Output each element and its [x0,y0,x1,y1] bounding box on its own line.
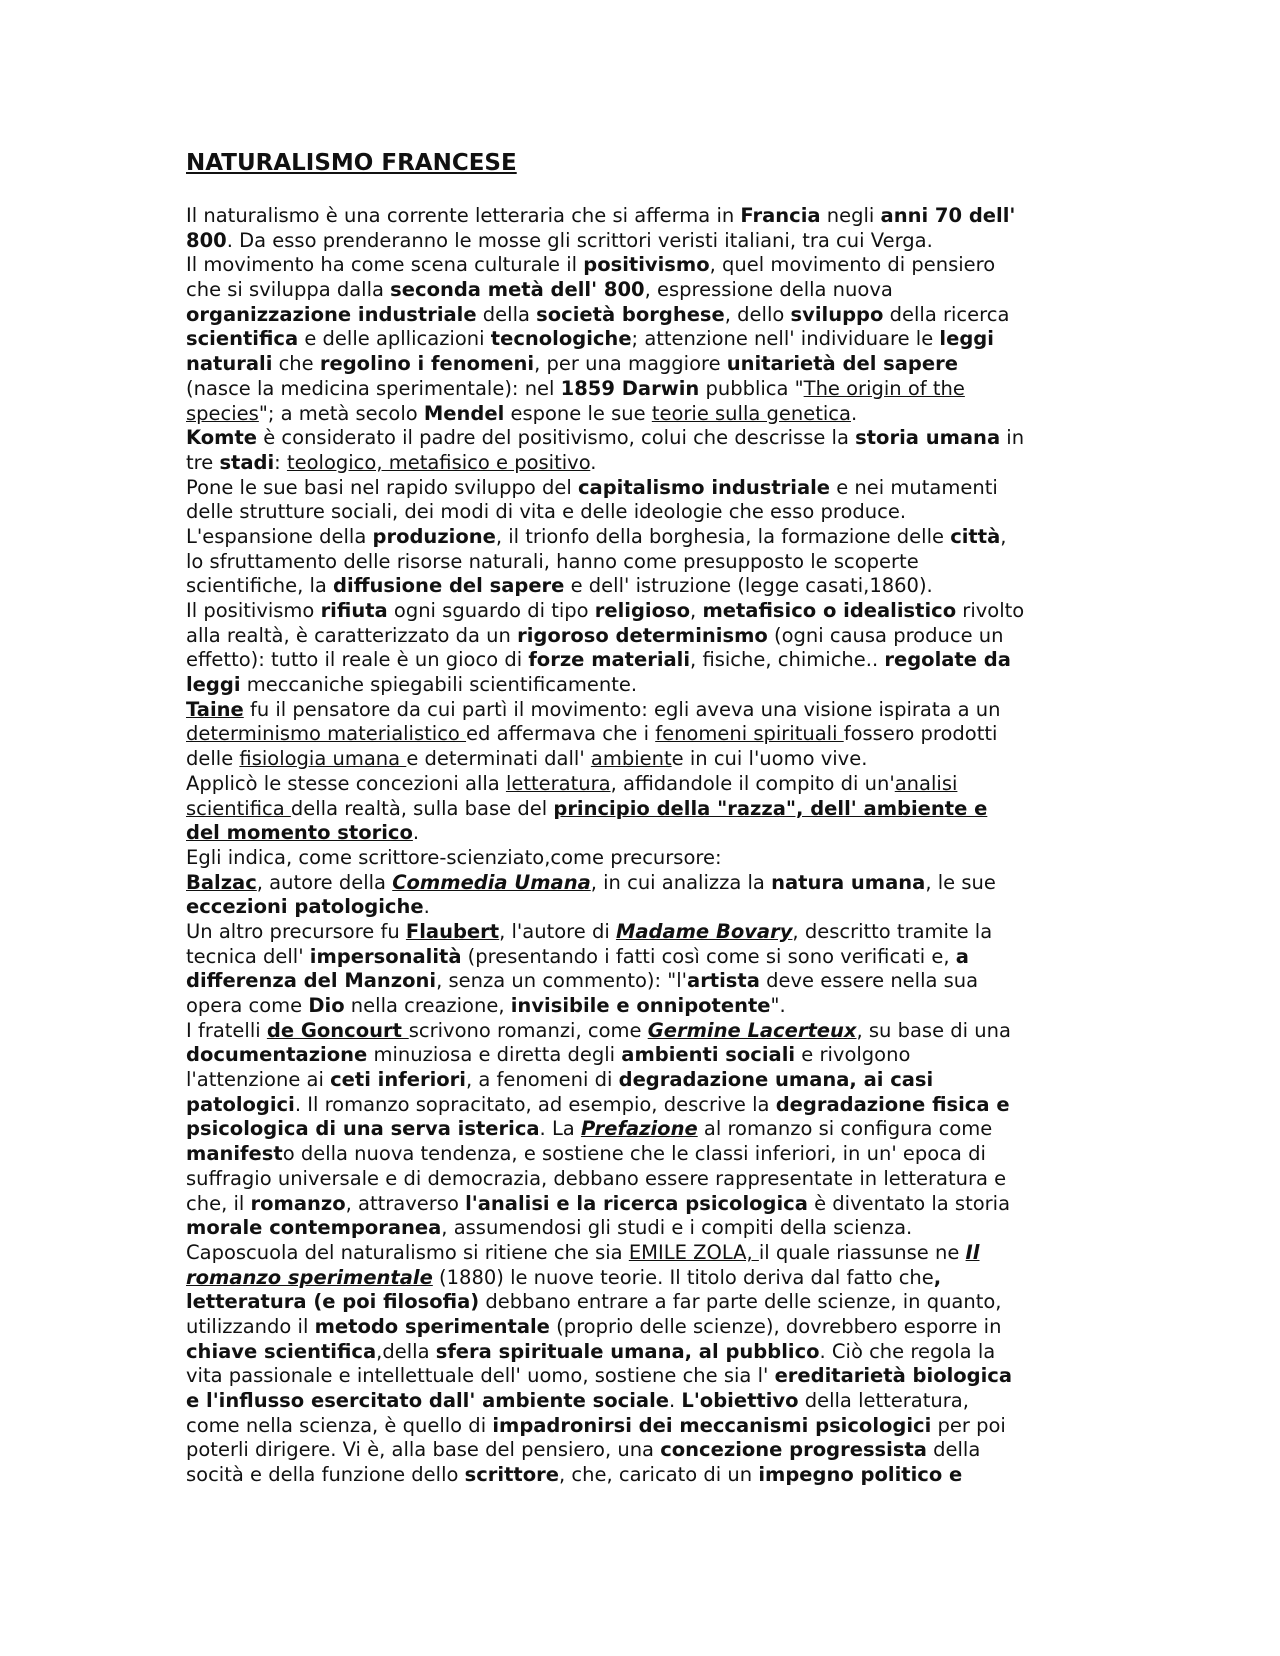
text-run: città [950,524,1001,548]
text-run: analisi [894,771,958,795]
text-run: concezione progressista [660,1438,927,1462]
text-line [186,1142,1106,1167]
text-line [186,1068,1106,1093]
text-run: , [690,599,703,622]
text-run: principio della "razza", dell' ambiente e [553,796,988,820]
text-run: alla realtà, è caratterizzato da un [186,623,518,647]
text-run: Applicò le stesse concezioni alla [186,771,506,795]
text-run: opera come [186,994,309,1017]
text-line [186,1043,1106,1068]
text-run: (presentando i fatti così come si sono verificati e, [461,944,956,968]
text-run: leggi [186,673,241,697]
text-run: organizzazione industriale [186,302,477,326]
text-run: delle [186,747,240,771]
text-run: della [476,302,537,326]
text-line [186,352,1106,377]
text-run: : [274,450,287,474]
text-run: negli [820,204,881,227]
text-run: produzione [372,524,496,548]
text-run: metodo sperimentale [314,1314,550,1338]
text-run: per poi [931,1413,1006,1437]
text-run: impadronirsi dei meccanismi psicologici [492,1413,932,1437]
text-run: regolino i fenomeni [319,352,535,376]
text-line [186,402,1106,427]
text-run: , le sue [925,870,996,894]
text-run: del momento storico [186,821,413,845]
text-run: natura umana [771,870,926,894]
text-run: differenza del Manzoni [186,969,437,993]
text-line [186,797,1106,822]
text-run: Il [965,1240,980,1264]
text-run: l'analisi e la ricerca psicologica [465,1191,808,1215]
text-run: rivolto [956,599,1025,622]
text-line [186,1389,1106,1414]
text-run: , in cui analizza la [590,870,772,894]
text-run: anni 70 dell' [880,204,1016,227]
text-run: (proprio delle scienze), dovrebbero esporre in [549,1314,1002,1338]
text-run: I fratelli [186,1018,267,1042]
text-run: unitarietà del sapere [726,352,958,376]
text-line [186,772,1106,797]
text-run: degradazione umana, ai casi [618,1068,934,1092]
text-run: al romanzo si configura come [697,1117,993,1141]
text-run: (1880) le nuove teorie. Il titolo deriva dal fatto che [432,1265,934,1289]
text-run: EMILE ZOLA, [628,1240,759,1264]
text-run: manifest [186,1142,283,1166]
text-run: Taine [186,697,244,721]
text-run: . [412,821,420,845]
text-run: , a fenomeni di [465,1068,619,1092]
text-run: sfera spirituale umana, al pubblico [435,1339,820,1363]
text-line [186,1364,1106,1389]
text-run: tre [186,450,220,474]
text-run: società borghese [536,302,725,326]
text-run: ed affermava che i [466,722,656,746]
text-run: The origin of the [803,376,965,400]
text-run: tecnologiche [490,327,632,351]
text-run: nella creazione, [344,994,511,1017]
text-line [186,920,1106,945]
text-line [186,722,1106,747]
text-line [186,1414,1106,1439]
text-run: è considerato il padre del positivismo, colui che descrisse la [257,426,856,450]
text-run: , l'autore di [499,919,616,943]
text-run: ; attenzione nell' individuare le [631,327,940,351]
text-line [186,1463,1106,1488]
text-run: Pone le sue basi nel rapido sviluppo del [186,475,578,499]
text-run: e rivolgono [795,1043,911,1067]
text-run: seconda metà dell' 800 [390,278,645,302]
text-run: . [423,895,430,919]
text-run: , il trionfo della borghesia, la formazione delle [495,524,951,548]
text-line [186,846,1106,871]
text-run: diffusione del sapere [333,574,565,598]
text-run: Francia [740,204,821,227]
text-run: Caposcuola del naturalismo si ritiene che sia [186,1240,629,1264]
text-line [186,525,1106,550]
text-run: 800 [186,228,227,252]
text-run: Commedia Umana [392,870,591,894]
text-run: , per una maggiore [534,352,727,376]
text-run: vita passionale e intellettuale dell' uomo, sostiene che sia l' [186,1364,775,1388]
text-line [186,648,1106,673]
text-run: , descritto tramite la [792,919,993,943]
text-run: teologico, metafisico e positivo [286,450,591,474]
text-run: Prefazione [580,1117,698,1141]
text-run: naturali [186,352,273,376]
text-line [186,1340,1106,1365]
text-run: Dio [308,994,345,1017]
text-run: impersonalità [309,944,462,968]
text-line [186,451,1106,476]
text-line [186,1438,1106,1463]
text-run: L'espansione della [186,524,373,548]
text-run: o della nuova tendenza, e sostiene che le classi inferiori, in un' epoca di [282,1142,986,1166]
text-run: sviluppo [790,302,884,326]
text-run: letteratura (e poi filosofia) [186,1290,480,1314]
text-run: . [669,1389,682,1412]
text-run: storia umana [855,426,1001,450]
text-run: rifiuta [320,599,388,622]
text-run: artista [687,969,760,993]
text-run: leggi [939,327,994,351]
text-line [186,1216,1106,1241]
text-run: della letteratura, [798,1389,969,1412]
text-run: determinismo materialistico [186,722,467,746]
text-run: Il naturalismo è una corrente letteraria che si afferma in [186,204,741,227]
text-run: . Da esso prenderanno le mosse gli scrittori veristi italiani, tra cui Verga. [226,228,933,252]
text-run: fossero prodotti [843,722,998,746]
text-run: . [850,401,858,425]
text-line [186,895,1106,920]
text-run: 1859 Darwin [560,376,700,400]
text-run: poterli dirigere. Vi è, alla base del pensiero, una [186,1438,661,1462]
text-line [186,599,1106,624]
text-line [186,476,1106,501]
text-run: , autore della [256,870,393,894]
text-run: , che, caricato di un [559,1463,759,1487]
text-line [186,1241,1106,1266]
text-run: effetto): tutto il reale è un gioco di [186,648,529,672]
text-line [186,1167,1106,1192]
text-line [186,994,1106,1019]
text-line [186,1192,1106,1217]
text-run: patologici [186,1092,295,1116]
text-run: Flaubert [405,919,500,943]
text-run: meccaniche spiegabili scientificamente. [240,673,638,697]
text-line [186,303,1106,328]
text-line [186,747,1106,772]
text-run: lo sfruttamento delle risorse naturali, hanno come presupposto le scoperte [186,549,919,573]
text-run: delle strutture sociali, dei modi di vita e delle ideologie che esso produce. [186,500,907,524]
text-run: utilizzando il [186,1314,315,1338]
text-run: ogni sguardo di tipo [387,599,595,622]
text-run: , [1000,524,1007,548]
text-run: debbano entrare a far parte delle scienze, in quanto, [479,1290,1002,1314]
text-run: rigoroso determinismo [517,623,768,647]
text-line [186,377,1106,402]
text-line [186,945,1106,970]
text-run: de Goncourt [266,1018,409,1042]
text-run: romanzo [250,1191,346,1215]
text-run: scientifiche, la [186,574,334,598]
text-run: fenomeni spirituali [655,722,844,746]
text-run: fisiologia umana [239,747,407,771]
document-page [186,148,1106,1488]
text-run: positivismo [583,253,710,277]
text-run: , senza un commento): "l' [436,969,688,993]
text-run: scrivono romanzi, come [408,1018,648,1042]
text-run: letteratura [505,771,611,795]
text-run: teorie sulla genetica [651,401,851,425]
text-run: documentazione [186,1043,368,1067]
text-run: Komte [186,426,258,450]
text-run: pubblica " [699,376,804,400]
text-run: Un altro precursore fu [186,919,406,943]
text-line [186,253,1106,278]
text-run: forze materiali [528,648,691,672]
text-run: Egli indica, come scrittore-scienziato,come precursore: [186,845,722,869]
text-run: , espressione della nuova [644,278,893,302]
text-line [186,1290,1106,1315]
text-line [186,1093,1106,1118]
text-run: , fisiche, chimiche.. [690,648,885,672]
text-run: psicologica di una serva isterica [186,1117,540,1141]
text-run: , [933,1265,942,1289]
text-run: è diventato la storia [807,1191,1011,1215]
text-run: Madame Bovary [615,919,793,943]
text-run: e nei mutamenti [830,475,998,499]
text-run: Mendel [423,401,505,425]
text-run: , quel movimento di pensiero [709,253,996,277]
text-run: scientifica [186,796,291,820]
text-run: romanzo sperimentale [186,1265,433,1289]
text-line [186,969,1106,994]
text-run: ceti inferiori [330,1068,466,1092]
document-body [186,204,1106,1488]
text-run: espone le sue [504,401,652,425]
text-run: e dell' istruzione (legge casati,1860). [564,574,933,598]
text-run: "; a metà secolo [258,401,424,425]
text-run: metafisico o idealistico [702,599,957,622]
text-run: . Il romanzo sopracitato, ad esempio, descrive la [294,1092,776,1116]
text-run: in [1000,426,1025,450]
text-run: Il positivismo [186,599,321,622]
text-run: ambienti sociali [621,1043,796,1067]
text-run: ambient [590,747,672,771]
text-run: che si sviluppa dalla [186,278,391,302]
text-run: eccezioni patologiche [186,895,424,919]
text-line [186,426,1106,451]
text-run: e delle apllicazioni [298,327,491,351]
text-line [186,550,1106,575]
text-run: deve essere nella sua [759,969,979,993]
text-run: , su base di una [856,1018,1011,1042]
text-run: ereditarietà biologica [774,1364,1013,1388]
text-run: come nella scienza, è quello di [186,1413,493,1437]
text-line [186,229,1106,254]
text-run: . Ciò che regola la [819,1339,996,1363]
text-line [186,1315,1106,1340]
text-line [186,624,1106,649]
text-run: (nasce la medicina sperimentale): nel [186,376,561,400]
text-run: species [186,401,259,425]
text-run: e in cui l'uomo vive. [671,747,868,771]
text-run: scrittore [464,1463,559,1487]
text-run: , affidandole il compito di un' [610,771,895,795]
text-line [186,821,1106,846]
text-run: tecnica dell' [186,944,310,968]
text-run: morale contemporanea [186,1216,442,1240]
text-run: religioso [594,599,691,622]
text-run: il quale riassunse ne [758,1240,966,1264]
text-run: capitalismo industriale [578,475,831,499]
text-run: della ricerca [883,302,1010,326]
text-run: l'attenzione ai [186,1068,331,1092]
text-line [186,673,1106,698]
text-line [186,500,1106,525]
document-title: NATURALISMO FRANCESE [186,150,517,176]
text-line [186,698,1106,723]
text-run: e determinati dall' [406,747,591,771]
text-run: della realtà, sulla base del [290,796,554,820]
text-run: degradazione fisica e [775,1092,1010,1116]
text-run: stadi [219,450,275,474]
text-run: L'obiettivo [681,1389,799,1412]
text-run: della [926,1438,981,1462]
text-line [186,574,1106,599]
text-line [186,1117,1106,1142]
text-line [186,327,1106,352]
text-run: invisibile e onnipotente [510,994,771,1017]
text-run: , dello [724,302,791,326]
text-run: Balzac [186,870,257,894]
text-run: , assumendosi gli studi e i compiti della scienza. [441,1216,913,1240]
text-run: suffragio universale e di democrazia, debbano essere rappresentate in letteratura e [186,1166,1007,1190]
text-run: (ogni causa produce un [767,623,1004,647]
text-run: ,della [376,1339,436,1363]
text-run: Germine Lacerteux [647,1018,857,1042]
text-run: regolate da [884,648,1011,672]
text-run: minuziosa e diretta degli [367,1043,622,1067]
text-run: a [955,944,969,968]
text-run: ". [770,994,786,1017]
text-run: chiave scientifica [186,1339,377,1363]
text-run: socità e della funzione dello [186,1463,465,1487]
text-run: . [590,450,597,474]
text-run: fu il pensatore da cui partì il movimento: egli aveva una visione ispirata a un [243,697,1001,721]
text-run: che [272,352,320,376]
text-line [186,1266,1106,1291]
text-run: che, il [186,1191,251,1215]
text-line [186,278,1106,303]
text-run: scientifica [186,327,299,351]
text-run: . La [539,1117,581,1141]
text-line [186,204,1106,229]
text-run: Il movimento ha come scena culturale il [186,253,584,277]
text-run: e l'influsso esercitato dall' ambiente sociale [186,1389,669,1412]
text-line [186,1019,1106,1044]
text-line [186,871,1106,896]
text-run: , attraverso [345,1191,466,1215]
text-run: impegno politico e [758,1463,963,1487]
